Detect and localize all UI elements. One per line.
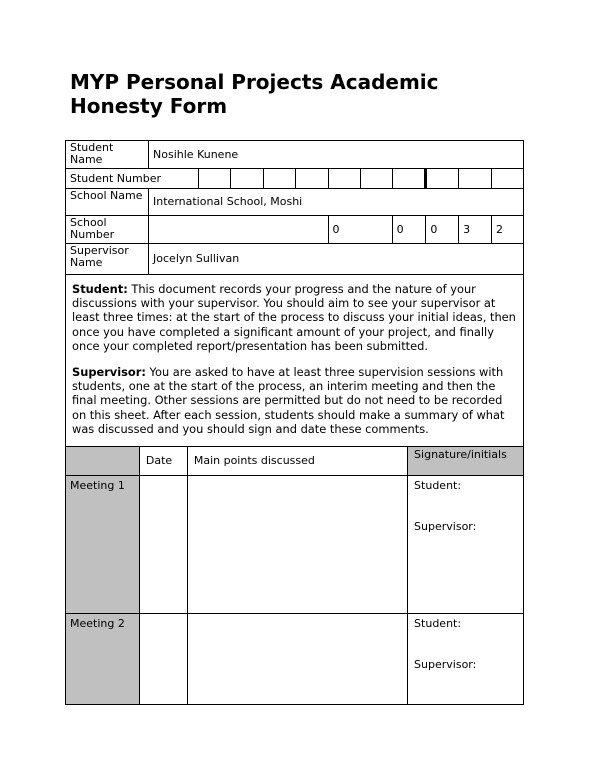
school-number-digit[interactable]: 2	[491, 216, 523, 244]
student-instructions	[72, 282, 517, 353]
main-points-header: Main points discussed	[187, 447, 407, 476]
student-number-box[interactable]	[360, 169, 392, 189]
student-number-box[interactable]	[295, 169, 328, 189]
page-title: MYP Personal Projects Academic Honesty Form	[70, 70, 439, 118]
student-instructions-text: This document records your progress and the nature of your discussions with your supervisor. You should aim to see your supervisor at least three times: at the start of the process to discuss your initial ideas, then once you have completed a significant amount of your project, and finally once your completed report/presentation has been submitted.	[72, 282, 516, 353]
supervisor-name-value[interactable]: Jocelyn Sullivan	[149, 244, 524, 275]
meetings-table	[65, 446, 524, 705]
meeting-1-student-signature: Student:	[414, 479, 462, 492]
supervisor-instructions-label: Supervisor:	[72, 365, 146, 380]
student-number-box[interactable]	[426, 169, 459, 189]
school-name-value[interactable]: International School, Moshi	[149, 189, 524, 216]
student-number-box[interactable]	[230, 169, 263, 189]
school-number-blank[interactable]	[149, 216, 329, 244]
school-number-digit[interactable]: 0	[426, 216, 459, 244]
school-name-label: School Name	[66, 189, 149, 216]
meetings-header-blank	[66, 447, 140, 476]
meeting-2-signature[interactable]	[408, 614, 524, 705]
supervisor-name-label: Supervisor Name	[66, 244, 149, 275]
supervisor-instructions	[72, 365, 517, 436]
student-info-table	[65, 140, 524, 275]
student-number-label: Student Number	[66, 169, 199, 189]
school-number-label: School Number	[66, 216, 149, 244]
student-name-value[interactable]: Nosihle Kunene	[149, 141, 524, 169]
student-instructions-label: Student:	[72, 282, 128, 296]
student-number-box[interactable]	[491, 169, 523, 189]
supervisor-instructions-text: You are asked to have at least three supervision sessions with students, one at the start of the process, an interim meeting and then the final meeting. Other sessions are permitted but do not need to be recorded on this sheet. After each session, students should make a summary of what was discussed and you should sign and date these comments.	[72, 365, 505, 436]
school-number-digit[interactable]: 0	[328, 216, 392, 244]
student-name-label: Student Name	[66, 141, 149, 169]
student-number-box[interactable]	[392, 169, 426, 189]
meeting-2-student-signature: Student:	[414, 617, 462, 630]
school-number-digit[interactable]: 0	[392, 216, 426, 244]
meeting-1-label: Meeting 1	[66, 476, 140, 614]
meeting-1-supervisor-signature: Supervisor:	[414, 520, 477, 533]
meeting-2-label: Meeting 2	[66, 614, 140, 705]
signature-header: Signature/initials	[408, 447, 524, 476]
student-number-box[interactable]	[459, 169, 492, 189]
school-number-digit[interactable]: 3	[459, 216, 492, 244]
meeting-2-date[interactable]	[139, 614, 187, 705]
student-number-box[interactable]	[198, 169, 230, 189]
meeting-2-main-points[interactable]	[187, 614, 407, 705]
meeting-1-main-points[interactable]	[187, 476, 407, 614]
meeting-1-signature[interactable]	[408, 476, 524, 614]
student-number-box[interactable]	[328, 169, 360, 189]
meeting-2-supervisor-signature: Supervisor:	[414, 658, 477, 671]
meeting-1-date[interactable]	[139, 476, 187, 614]
instructions-box	[65, 274, 524, 446]
date-header: Date	[139, 447, 187, 476]
student-number-box[interactable]	[263, 169, 295, 189]
